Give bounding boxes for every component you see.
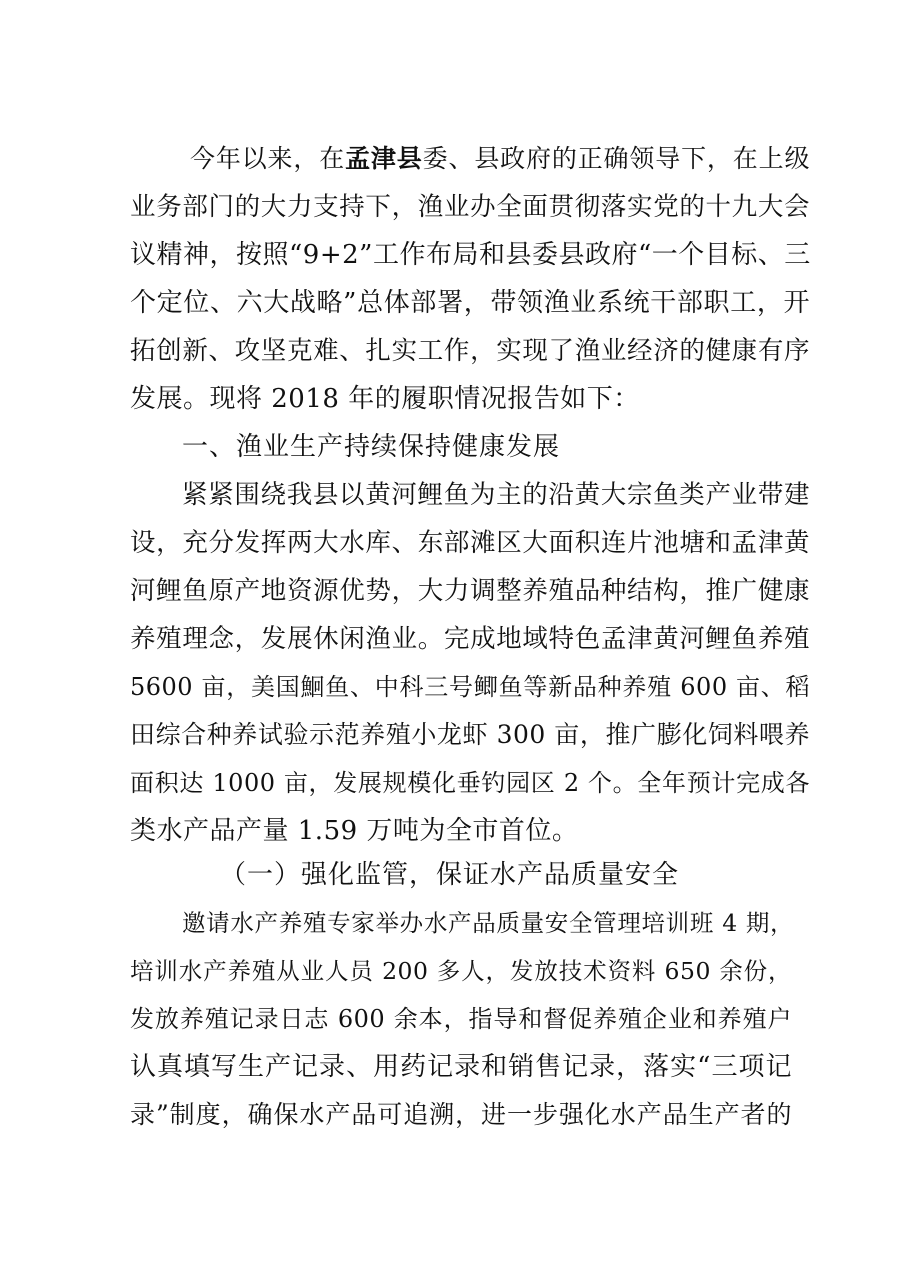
paragraph-3-line-2: 培训水产养殖从业人员 200 多人，发放技术资料 650 余份， (130, 957, 792, 985)
subsection-heading-1: （一）强化监管，保证水产品质量安全 (220, 860, 680, 890)
paragraph-2-line-5: 5600 亩，美国鮰鱼、中科三号鲫鱼等新品种养殖 600 亩、稻 (130, 673, 810, 701)
paragraph-3-line-1: 邀请水产养殖专家举办水产品质量安全管理培训班 4 期， (182, 909, 795, 937)
paragraph-2-line-2: 设，充分发挥两大水库、东部滩区大面积连片池塘和孟津黄 (130, 528, 810, 558)
paragraph-1-line-1-start: 今年以来，在 (190, 144, 346, 173)
paragraph-2-line-7: 面积达 1000 亩，发展规模化垂钓园区 2 个。全年预计完成各 (130, 769, 810, 797)
paragraph-1-line-1 (190, 142, 810, 176)
paragraph-1-line-3: 议精神，按照“9+2”工作布局和县委县政府“一个目标、三 (130, 240, 811, 270)
paragraph-3-line-4: 认真填写生产记录、用药记录和销售记录，落实“三项记 (130, 1052, 792, 1082)
paragraph-2-line-8: 类水产品产量 1.59 万吨为全市首位。 (130, 816, 579, 846)
paragraph-1-line-4: 个定位、六大战略”总体部署，带领渔业系统干部职工，开 (130, 288, 810, 318)
section-heading-1: 一、渔业生产持续保持健康发展 (182, 432, 561, 462)
paragraph-1-line-6: 发展。现将 2018 年的履职情况报告如下： (130, 384, 640, 414)
county-name-bold: 孟津县 (345, 144, 423, 173)
paragraph-2-line-6: 田综合种养试验示范养殖小龙虾 300 亩，推广膨化饲料喂养 (130, 720, 810, 749)
paragraph-3-line-5: 录”制度，确保水产品可追溯，进一步强化水产品生产者的 (130, 1100, 792, 1129)
paragraph-2-line-4: 养殖理念，发展休闲渔业。完成地域特色孟津黄河鲤鱼养殖 (130, 624, 810, 654)
paragraph-1-line-1-end: 委、县政府的正确领导下，在上级 (422, 144, 810, 173)
paragraph-1-line-5: 拓创新、攻坚克难、扎实工作，实现了渔业经济的健康有序 (130, 336, 810, 366)
paragraph-2-line-3: 河鲤鱼原产地资源优势，大力调整养殖品种结构，推广健康 (130, 576, 810, 606)
paragraph-1-line-2: 业务部门的大力支持下，渔业办全面贯彻落实党的十九大会 (130, 192, 810, 222)
paragraph-2-line-1: 紧紧围绕我县以黄河鲤鱼为主的沿黄大宗鱼类产业带建 (182, 480, 810, 510)
paragraph-3-line-3: 发放养殖记录日志 600 余本，指导和督促养殖企业和养殖户 (130, 1005, 792, 1033)
